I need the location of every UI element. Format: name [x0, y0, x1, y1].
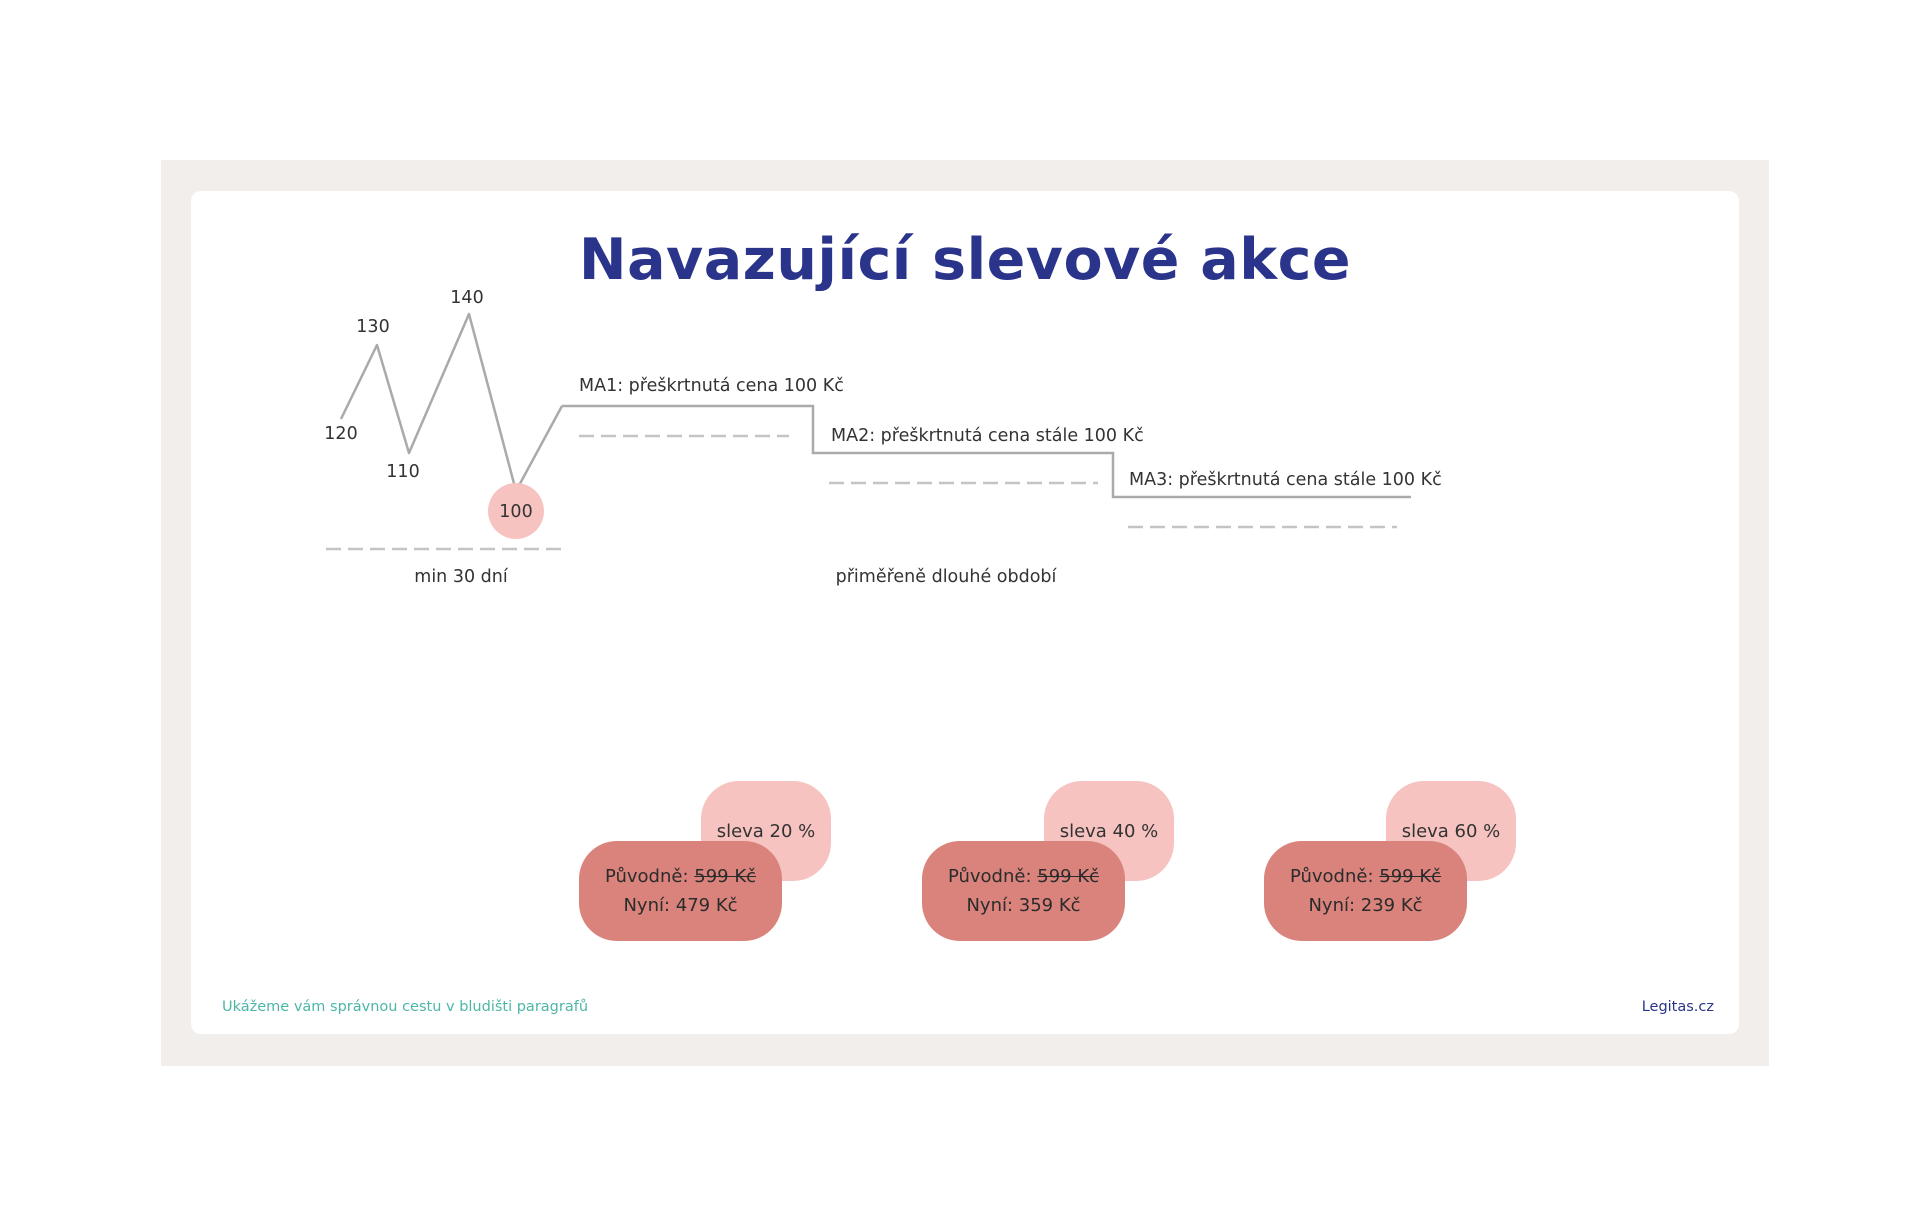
price-badge — [1264, 841, 1467, 941]
original-price-label: Původně: — [947, 866, 1032, 887]
discount-percent-badge: sleva 60 % — [1386, 781, 1516, 881]
price-history-line — [341, 314, 562, 491]
footer-tagline: Ukážeme vám správnou cestu v bludišti paragrafů — [222, 999, 589, 1015]
original-price-label: Původně: — [1289, 866, 1374, 887]
discount-badge-group — [579, 781, 839, 951]
discount-percent-badge: sleva 20 % — [701, 781, 831, 881]
price-point-label: 140 — [450, 288, 484, 308]
slide — [191, 191, 1739, 1034]
original-price-line — [1290, 862, 1441, 891]
discount-badge-group — [1264, 781, 1524, 951]
lowest-price-label: 100 — [499, 502, 533, 522]
price-badge — [579, 841, 782, 941]
original-price-line — [605, 862, 756, 891]
price-point-label: 120 — [324, 424, 358, 444]
price-badge — [922, 841, 1125, 941]
slide-title: Navazující slevové akce — [578, 227, 1352, 293]
original-price-label: Původně: — [604, 866, 689, 887]
original-price-value: 599 Kč — [1379, 866, 1442, 887]
discount-badge-group — [922, 781, 1182, 951]
action-label-ma3: MA3: přeškrtnutá cena stále 100 Kč — [1129, 470, 1442, 490]
price-point-label: 130 — [356, 317, 390, 337]
current-price-line: Nyní: 239 Kč — [1308, 895, 1423, 916]
price-point-label: 110 — [386, 462, 420, 482]
original-price-value: 599 Kč — [1037, 866, 1100, 887]
current-price-line: Nyní: 359 Kč — [966, 895, 1081, 916]
action-label-ma1: MA1: přeškrtnutá cena 100 Kč — [579, 376, 844, 396]
current-price-line: Nyní: 479 Kč — [623, 895, 738, 916]
action-label-ma2: MA2: přeškrtnutá cena stále 100 Kč — [831, 426, 1144, 446]
period-label-reasonable: přiměřeně dlouhé období — [835, 567, 1057, 587]
original-price-value: 599 Kč — [694, 866, 757, 887]
footer-brand: Legitas.cz — [1641, 999, 1714, 1015]
discount-percent-badge: sleva 40 % — [1044, 781, 1174, 881]
original-price-line — [948, 862, 1099, 891]
period-label-min30: min 30 dní — [414, 567, 508, 587]
